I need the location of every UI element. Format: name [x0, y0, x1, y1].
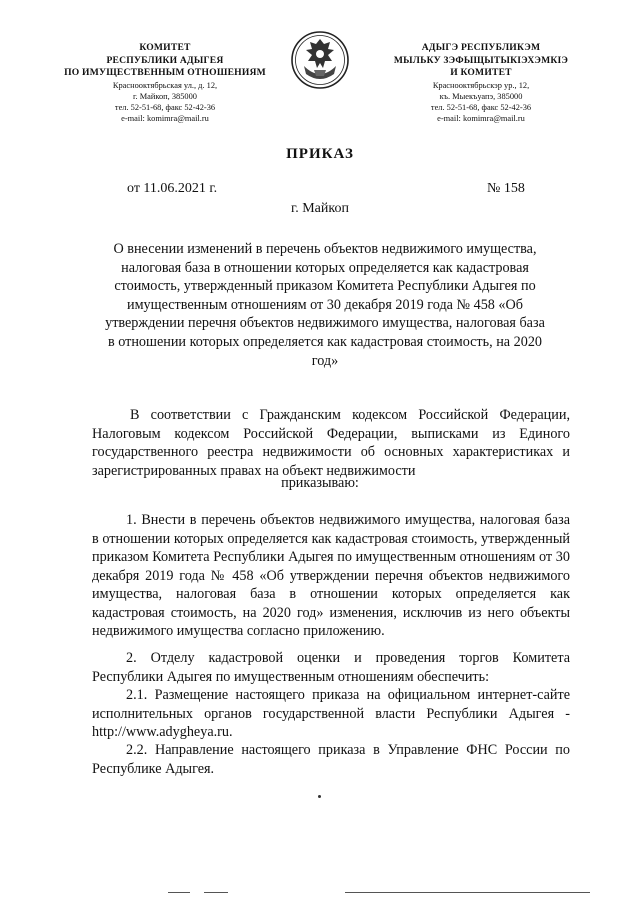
- footer-line-right: [345, 892, 590, 893]
- org-phone-adyghe: тел. 52-51-68, факс 52-42-36: [430, 102, 532, 112]
- org-address-adyghe-line2: къ. Мыекъуапэ, 385000: [439, 91, 523, 101]
- coat-of-arms-icon: [290, 30, 350, 90]
- org-name-adyghe-line3: И КОМИТЕТ: [450, 67, 512, 78]
- org-name-line1: КОМИТЕТ: [139, 42, 191, 53]
- item-2-paragraph: 2. Отделу кадастровой оценки и проведения торгов Комитета Республики Адыгея по имущественным отношениям обеспечить:: [92, 650, 570, 685]
- item-1-paragraph: 1. Внести в перечень объектов недвижимого имущества, налоговая база в отношении которых определяется как кадастровая стоимость, утвержденный приказом Комитета Республики Адыгея по имущественным отношениям от 30 декабря 2019 года № 458 «Об утверждении перечня объектов недвижимого имущества, налоговая база в отношении которых определяется как кадастровая стоимость, на 2020 год» изменения, исключив из него объекты недвижимого имущества согласно приложению.: [92, 512, 570, 639]
- footer-mark-middle: [204, 892, 228, 893]
- org-address-line2: г. Майкоп, 385000: [133, 91, 197, 101]
- document-city: г. Майкоп: [291, 201, 349, 216]
- org-address-adyghe-line1: Краснооктябрьскэр ур., 12,: [432, 80, 530, 90]
- document-number: № 158: [487, 181, 525, 196]
- document-subject: О внесении изменений в перечень объектов недвижимого имущества, налоговая база в отношении которых определяется как кадастровая стоимость, утвержденный приказом Комитета Республики Адыгея по имущественным отношениям от 30 декабря 2019 года № 458 «Об утверждении перечня объектов недвижимого имущества, налоговая база в отношении которых определяется как кадастровая стоимость, на 2020 год»: [105, 241, 545, 369]
- org-name-line3: ПО ИМУЩЕСТВЕННЫМ ОТНОШЕНИЯМ: [64, 67, 266, 78]
- footer-mark-left: [168, 892, 190, 893]
- document-title: ПРИКАЗ: [286, 146, 354, 162]
- preamble-paragraph: В соответствии с Гражданским кодексом Российской Федерации, Налоговым кодексом Российской Федерации, выписками из Единого государственного реестра недвижимости об основных характеристиках и зарегистрированных правах на объект недвижимости: [92, 407, 570, 479]
- item-2-1-paragraph: 2.1. Размещение настоящего приказа на официальном интернет-сайте исполнительных органов государственной власти Республики Адыгея - http://www.adygheya.ru.: [92, 687, 570, 740]
- org-name-line2: РЕСПУБЛИКИ АДЫГЕЯ: [106, 54, 224, 66]
- scan-speck: [318, 795, 321, 798]
- item-2-2-paragraph: 2.2. Направление настоящего приказа в Управление ФНС России по Республике Адыгея.: [92, 742, 570, 777]
- header-right: [356, 42, 606, 124]
- org-email-adyghe: e-mail: komimra@mail.ru: [437, 113, 525, 123]
- document-date: от 11.06.2021 г.: [127, 181, 218, 196]
- org-phone: тел. 52-51-68, факс 52-42-36: [114, 102, 216, 112]
- org-address-line1: Краснооктябрьская ул., д. 12,: [112, 80, 218, 90]
- org-name-adyghe-line1: АДЫГЭ РЕСПУБЛИКЭМ: [421, 42, 541, 53]
- order-word: приказываю:: [281, 475, 359, 491]
- header-left: [40, 42, 290, 124]
- org-name-adyghe-line2: МЫЛЬКУ ЗЭФЫЩЫТЫКІЭХЭМКІЭ: [393, 54, 569, 66]
- org-email: e-mail: komimra@mail.ru: [121, 113, 209, 123]
